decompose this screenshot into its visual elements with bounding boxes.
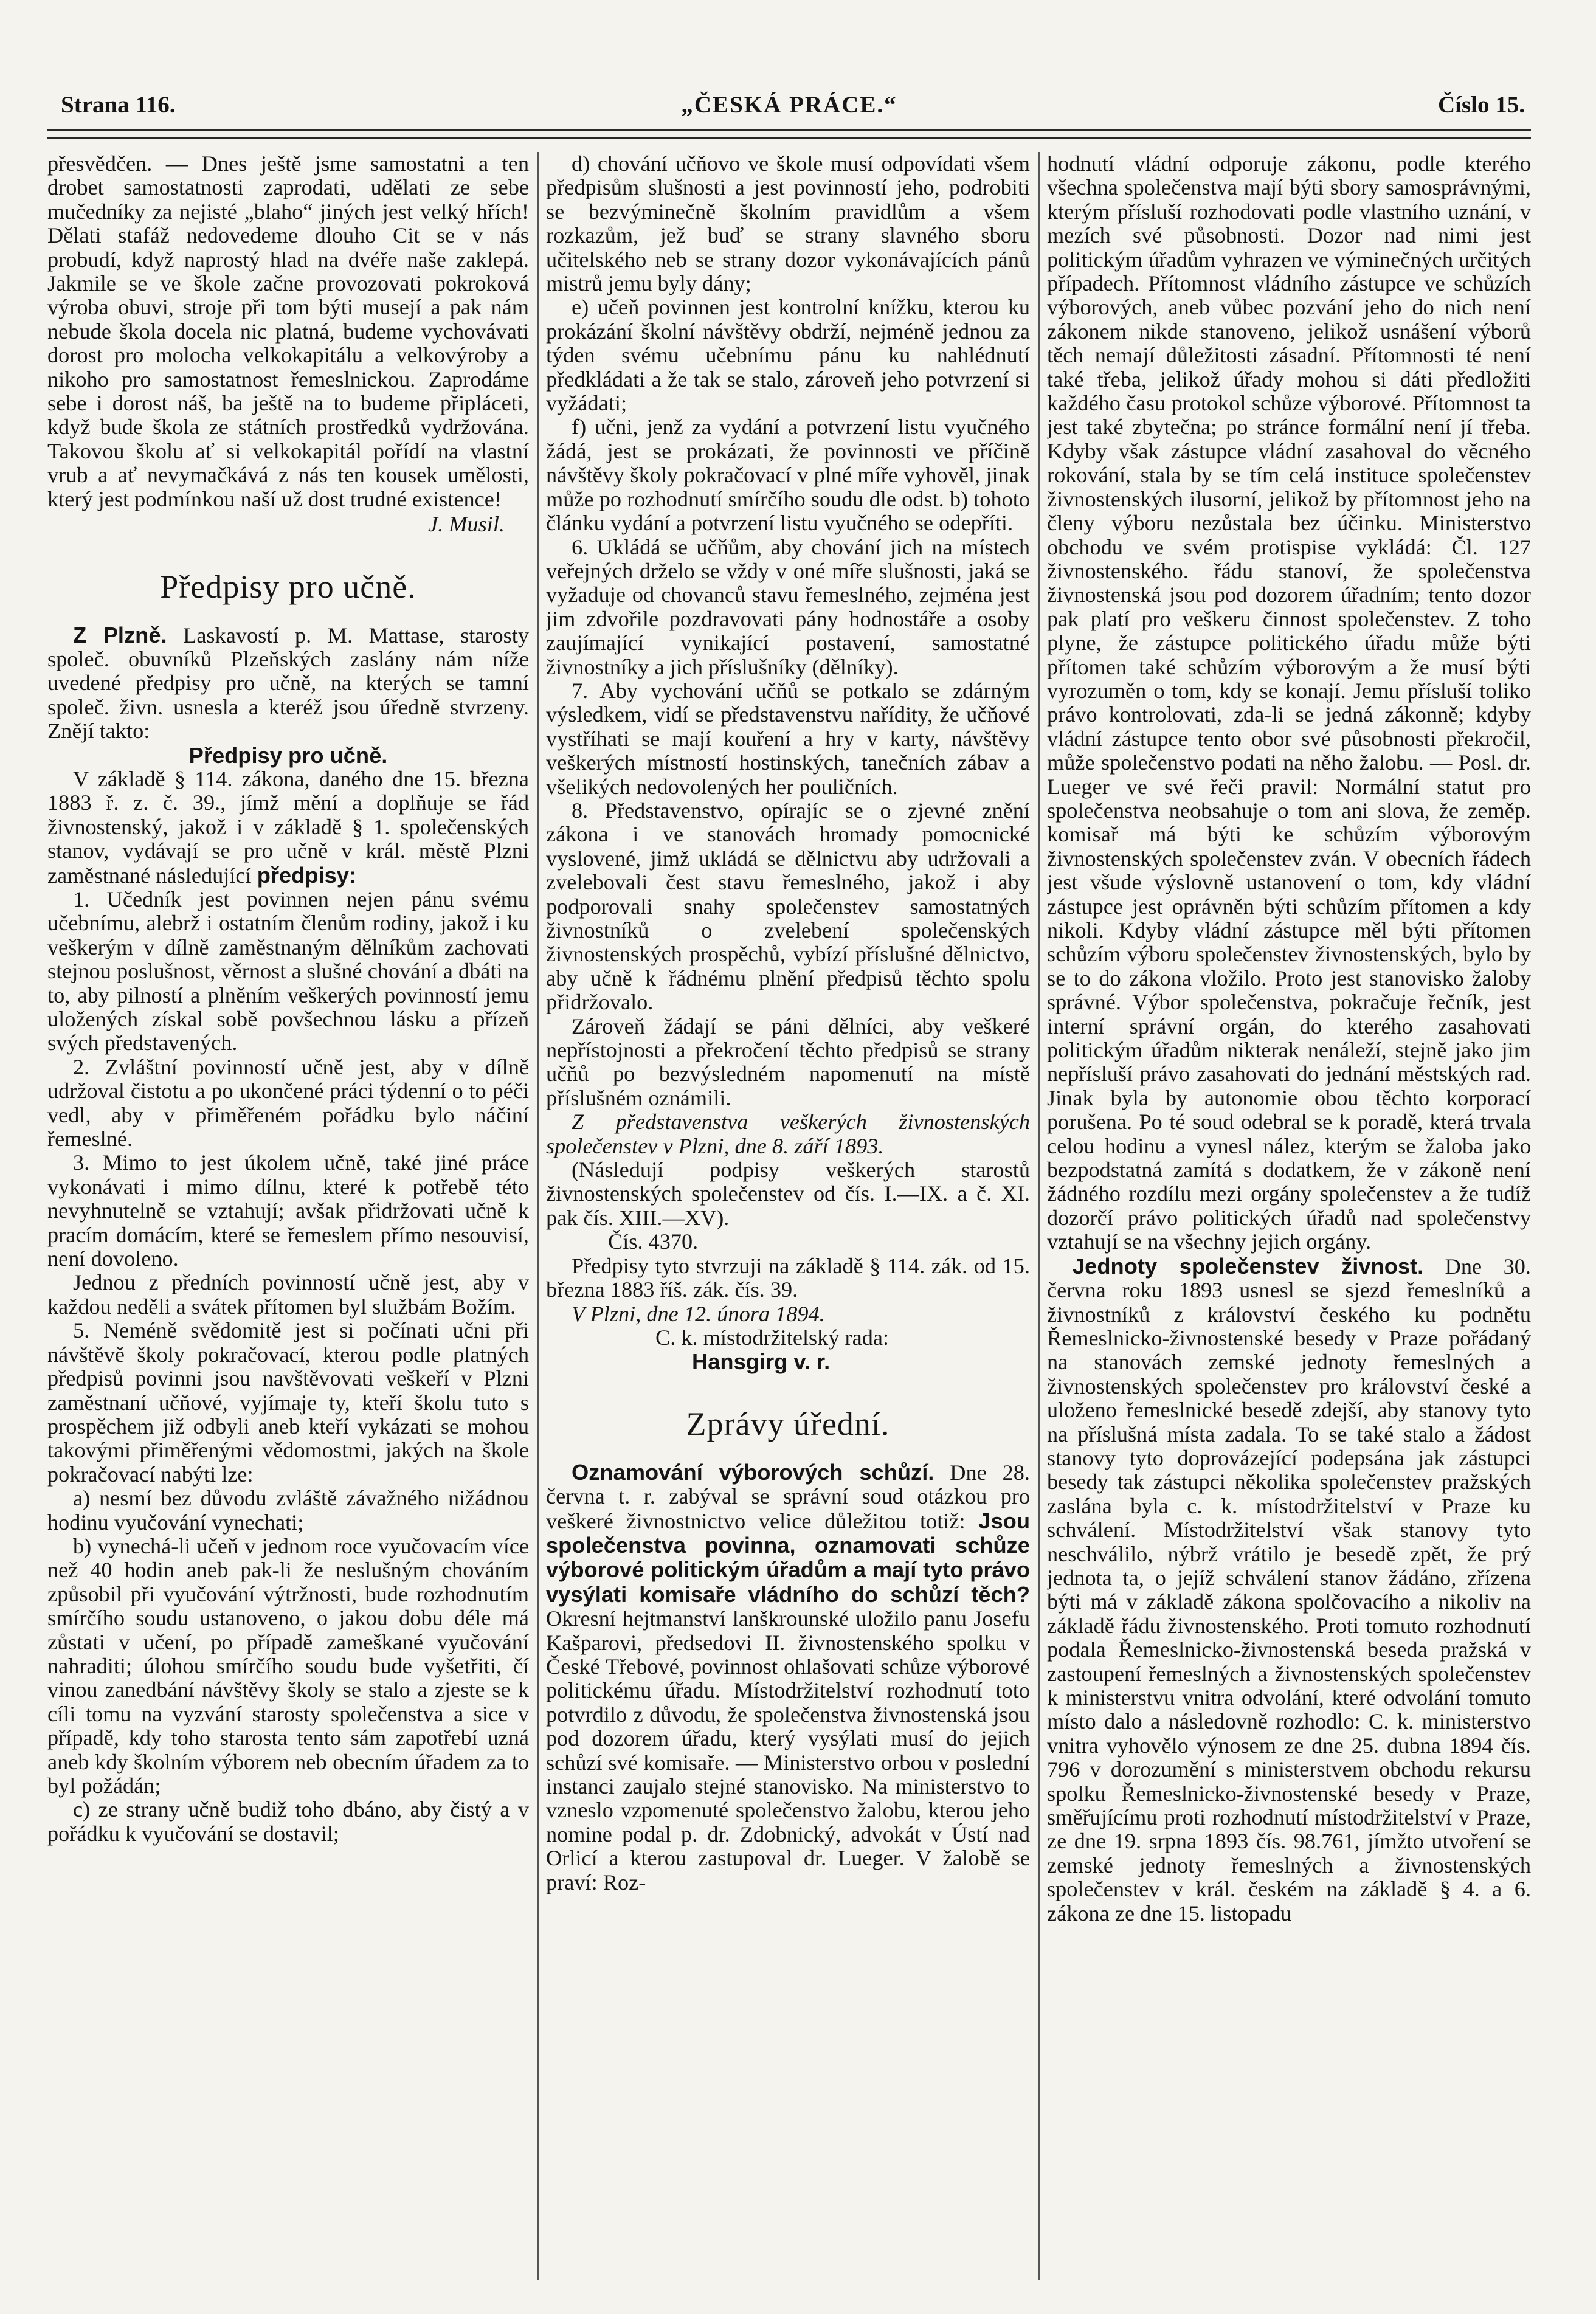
rule-paragraph: Jednou z předních povinností učně jest, aby v každou neděli a svátek přítomen byl službám Božím. xyxy=(47,1270,529,1319)
document-number: Čís. 4370. xyxy=(608,1229,699,1254)
page-number: Strana 116. xyxy=(61,92,176,118)
issue-number: Číslo 15. xyxy=(1437,92,1525,118)
paragraph-text: Dne 28. června t. r. zabýval se správní soud otázkou pro veškeré živnostnictvo velice důležitou totiž: xyxy=(546,1460,1030,1533)
rule-subparagraph: e) učeň povinnen jest kontrolní knížku, kterou ku prokázání školní návštěvy obdrží, nejméně jednou za týden svému učebnímu pánu ku nahlédnutí předkládati a že tak se stalo, zároveň jeho potvrzení si vyžádati; xyxy=(546,295,1030,416)
header-rule xyxy=(47,129,1531,131)
rule-subparagraph: b) vynechá-li učeň v jednom roce vyučovacím více než 40 hodin aneb pak-li že neslušným chováním způsobil při vyučování výtržnosti, bude rozhodnutím smírčího soudu ustanoveno, o jakou dobu déle má zůstati v učení, po případě zameškané vyučování nahraditi; úlohou smírčího soudu bude vyšetřiti, čí vinou zanedbání návštěvy školy se stalo a zjeste se k cíli tomu na vyzvání starosty společenstva a sice v případě, kdy toho starosta tento sám zapotřebí uzná aneb kdy školním výborem neb obecním úřadem za to byl požádán; xyxy=(47,1533,529,1798)
intro-paragraph: přesvědčen. — Dnes ještě jsme samostatni a ten drobet samostatnosti zaprodati, udělati ze sebe mučedníky za nejisté „blaho“ jiných jest velký hřích! Dělati stafáž nedovedeme dlouho Cit se v nás probudí, když naprostý hlad na dvéře naše zaklepá. Jakmile se ve škole začne provozovati pokroková výroba obuvi, stroje při tom býti musejí a pak nám nebude škola docela nic platná, budeme vychovávati dorost pro molocha velkokapitálu a velkovýroby a nikoho pro samostatnost řemeslnickou. Zaprodáme sebe i dorost náš, ba ještě na to budeme připláceti, když bude škola ze státních prostředků vydržována. Takovou školu ať si velkokapitál pořídí na vlastní vrub a ať nevymačkává z nás ten kousek umělosti, který jest podmínkou naší už dost trudné existence! xyxy=(47,152,529,511)
rule-subparagraph: f) učni, jenž za vydání a potvrzení listu vyučného žádá, jest se prokázati, že povinnosti ve příčině návštěvy školy pokračovací v plné míře vyhověl, jinak může po rozhodnutí smírčího soudu dle odst. b) tohoto článku vydání a potvrzení listu vyučného se odepříti. xyxy=(546,415,1030,536)
rule-paragraph: Zároveň žádají se páni dělníci, aby veškeré nepřístojnosti a překročení těchto předpisů se strany učňů po bezvýsledném napomenutí na místě příslušném oznámili. xyxy=(546,1014,1030,1110)
paragraph-text: Okresní hejtmanství lanškrounské uložilo panu Josefu Kašparovi, předsedovi II. živnostenského spolku v České Třebové, povinnost ohlašovati schůze výborové politickému úřadu. Místodržitelství rozhodnutí toto potvrdilo z důvodu, že společenstva živnostenská jsou pod dozorem úřadu, který vysýlati musí do jejich schůzí své komisaře. — Ministerstvo orbou v poslední instanci zaujalo stejné stanovisko. Na ministerstvo to vzneslo vzpomenuté společenstvo žalobu, kterou jeho nomine podal p. dr. Zdobnický, advokát v Ústí nad Orlicí a kterou zastupoval dr. Lueger. V žalobě se praví: Roz- xyxy=(546,1606,1030,1894)
rule-paragraph: 6. Ukládá se učňům, aby chování jich na místech veřejných drželo se vždy v oné míře slušnosti, jaká se vyžaduje od chovanců stavu řemeslného, zejména jest jim zdvořile pozdravovati pány hodnostáře a osoby zaujímající vynikající postavení, samostatné živnostníky a jich příslušníky (dělníky). xyxy=(546,534,1030,679)
column-1 xyxy=(47,152,529,2292)
column-3 xyxy=(1047,152,1531,2292)
confirmation-title: C. k. místodržitelský rada: xyxy=(655,1325,890,1350)
rule-paragraph: 3. Mimo to jest úkolem učně, také jiné práce vykonávati i mimo dílnu, které k potřebě této nevyhnutelně se vztahují; avšak přidržovati učně k pracím domácím, které se řemeslem přímo nesouvisí, není dovoleno. xyxy=(47,1150,529,1271)
paragraph-lead: Z Plzně. xyxy=(73,622,167,648)
paragraph-text: V základě § 114. zákona, daného dne 15. března 1883 ř. z. č. 39., jímž mění a doplňuje se řád živnostenský, jakož i v základě § 1. společenských stanov, vydávají se pro učně v král. městě Plzni zaměstnané následující xyxy=(47,766,529,888)
signature-line: Z představenstva veškerých živnostenských společenstev v Plzni, dne 8. září 1893. xyxy=(546,1110,1030,1158)
paragraph-bold: předpisy: xyxy=(257,862,357,888)
column-divider xyxy=(1038,152,1040,2280)
signature-note: (Následují podpisy veškerých starostů živnostenských společenstev od čís. I.—IX. a č. XI. pak čís. XIII.—XV). xyxy=(546,1158,1030,1230)
rule-paragraph: 2. Zvláštní povinností učně jest, aby v dílně udržoval čistotu a po ukončené práci týdenní o to péči vedl, aby v přiměřeném pořádku bylo náčiní řemeslné. xyxy=(47,1054,529,1152)
article-author: J. Musil. xyxy=(427,512,505,537)
rule-paragraph: 5. Neméně svědomitě jest si počínati učni při návštěvě školy pokračovací, kterou podle platných předpisů povinni jsou navštěvovati veškeří v Plzni zaměstnaní učňové, vyjímaje ty, kteří školu tuto s prospěchem již odbyli aneb kteří vykázati se mohou takovými přiměřenými vědomostmi, jakých na škole pokračovací nabýti lze: xyxy=(47,1318,529,1487)
article-paragraph: hodnutí vládní odporuje zákonu, podle kterého všechna společenstva mají býti sbory samosprávnými, kterým přísluší rozhodovati podle vlastního uznání, v mezích své působnosti. Dozor nad nimi jest politickým úřadům vyhrazen ve výminečných určitých případech. Přítomnost vládního zástupce ve schůzích výborových, aneb vůbec pozvání jeho do nich není zákonem nikde stanoveno, jelikož usnášení výborů těch nemají důležitosti zásadní. Přítomnosti té není také třeba, jelikož úřady mohou si dáti předložiti každého času protokol schůze výborové. Přítomnost ta jest také zbytečna; po stránce formální není jí třeba. Kdyby však zástupce vládní zasahoval do věcného rokování, stala by se tím celá instituce společenstev živnostenských ilusorní, jelikož by přítomnost jeho na členy výboru nezůstala bez účinku. Ministerstvo obchodu ve svém protispise vykládá: Čl. 127 živnostenského. řádu stanoví, že společenstva živnostenská jsou pod dozorem úřadním; tento dozor pak platí pro veškeru činnost společenstev. Z toho plyne, že zástupce politického úřadu může býti přítomen také schůzím výborovým a že musí býti vyrozuměn o tom, kdy se konají. Jemu přísluší toliko právo kontrolovati, zda-li se jedná zákonně; kdyby vládní zástupce tento obor své působnosti překročil, může společenstvo podati na něho žalobu. — Posl. dr. Lueger ve své řeči pravil: Normální statut pro společenstva neobsahuje o tom ani slova, že zeměp. komisař má býti ke schůzím výborovým živnostenských společenstev zván. V obecních řádech jest všude výslovně ustanovení o tom, kdy vládní zástupce jest oprávněn býti schůzím přítomen a kdy nikoli. Kdyby vládní zástupce měl býti přítomen schůzím výboru společenstev živnostenských, bylo by se to do zákona vložilo. Proto jest stanovisko žaloby správné. Výbor společenstva, pokračuje řečník, jest interní správní orgán, do kterého zasahovati politickým úřadům nikterak nenáleží, stejně jako jim nepřísluší právo zasahovati do jednání městských rad. Jinak byla by autonomie obou těchto korporací porušena. Po té soud odebral se k poradě, která trvala celou hodinu a vynesl nález, kterým se žaloba jako bezpodstatná zamítá s dodatkem, že v zákoně není žádného rozdílu mezi orgány společenstev a že tudíž dozorčí právo politických úřadů nad společenstvy vztahují se na všechny jejich orgány. xyxy=(1047,152,1531,1254)
column-divider xyxy=(537,152,539,2280)
column-2 xyxy=(546,152,1030,2292)
section-heading: Zprávy úřední. xyxy=(686,1405,890,1442)
rule-subparagraph: a) nesmí bez důvodu zvláště závažného nižádnou hodinu vyučování vynechati; xyxy=(47,1486,529,1535)
confirmation-signature: Hansgirg v. r. xyxy=(692,1349,831,1375)
article-paragraph xyxy=(47,767,529,888)
rule-paragraph: 7. Aby vychování učňů se potkalo se zdárným výsledkem, vidí se představenstvu nařídity, že učňové vystříhati se mají kouření a hry v karty, návštěvy veškerých místností hostinských, tanečních zábav a všelikých nedovolených her pouličních. xyxy=(546,678,1030,799)
paragraph-bold: Jsou společenstva povinna, oznamovati schůze výborové politickým úřadům a mají tyto právo vysýlati komisaře vládního do schůzí těch? xyxy=(546,1508,1030,1607)
article-paragraph xyxy=(546,1460,1030,1894)
paragraph-text: Laskavostí p. M. Mattase, starosty společ. obuvníků Plzeňských zaslány nám níže uvedené předpisy pro učně, na kterých se tamní společ. živn. usnesla a kteréž jsou úředně stvrzeny. Znějí takto: xyxy=(47,623,529,744)
paragraph-text: Dne 30. června roku 1893 usnesl se sjezd řemeslníků a živnostníků z království českého ku podnětu Řemeslnicko-živnostenské besedy v Praze pořádaný na stanovách zemské jednoty řemeslných a živnostenských společenstev pro království české a uloženo řemeslnické besedě zdejší, aby stanovy tyto na příslušná místa zadala. To se také stalo a žádost stanovy tyto doprovázející podepsána jak zástupci besedy tak zástupci několika společenstev pražských zaslána byla c. k. místodržitelství v Praze ku schválení. Místodržitelství však stanovy tyto neschválilo, nýbrž vrátilo je besedě zpět, že prý jednota ta, o jejíž schválení stanov žádáno, zřízena býti má v základě zákona spolčovacího a nikoliv na základě řádu živnostenského. Proti tomuto rozhodnutí podala Řemeslnicko-živnostenská beseda pražská v zastoupení řemeslných a živnostenských společenstev k ministerstvu vnitra odvolání, které odvolání tomuto místo dalo a následovně rozhodlo: C. k. ministerstvo vnitra vyhovělo výnosem ze dne 25. dubna 1894 čís. 796 v dorozumění s ministerstvem obchodu rekursu spolku Řemeslnicko-živnostenské besedy v Praze, směřujícímu proti rozhodnutí místodržitelství v Praze, ze dne 19. srpna 1893 čís. 98.761, jímžto utvoření se zemské jednoty řemeslných a živnostenských společenstev v král. českém na základě § 4. a 6. zákona ze dne 15. listopadu xyxy=(1047,1254,1531,1925)
subheading: Předpisy pro učně. xyxy=(188,742,388,768)
rule-subparagraph: c) ze strany učně budiž toho dbáno, aby čistý a v pořádku k vyučování se dostavil; xyxy=(47,1797,529,1846)
journal-title: „ČESKÁ PRÁCE.“ xyxy=(681,92,897,118)
header-rule-thin xyxy=(47,137,1531,139)
rule-subparagraph: d) chování učňovo ve škole musí odpovídati všem předpisům slušnosti a jest povinností jeho, podrobiti se bezvýminečně školním pravidlům a všem rozkazům, jež buď se strany slavného sboru učitelského neb se strany dozor vykonávajících pánů mistrů jemu byly dány; xyxy=(546,152,1030,296)
confirmation-date: V Plzni, dne 12. února 1894. xyxy=(572,1301,825,1326)
rule-paragraph: 1. Učedník jest povinnen nejen pánu svému učebnímu, alebrž i ostatním členům rodiny, jakož i ku veškerým v dílně zaměstnaným dělníkům zachovati stejnou poslušnost, věrnost a slušné chování a dbáti na to, aby pilností a plněním veškerých povinností jemu uložených získal sobě povšechnou lásku a přízeň svých představených. xyxy=(47,886,529,1055)
rule-paragraph: 8. Představenstvo, opírajíc se o zjevné znění zákona i ve stanovách hromady pomocnické vyslovené, jimž ukládá se dělnictvu aby udržovali a zvelebovali čest stavu řemeslného, jakož i aby podporovali snahy společenstev samostatných živnostníků o zvelebení společenských živnostenských prospěchů, vybízí příslušné dělnictvo, aby učně k řádnému plnění předpisů těchto spolu přidržovalo. xyxy=(546,798,1030,1015)
confirmation-text: Předpisy tyto stvrzuji na základě § 114. zák. od 15. března 1883 říš. zák. čís. 39. xyxy=(546,1253,1030,1302)
article-paragraph xyxy=(47,623,529,744)
article-paragraph xyxy=(1047,1254,1531,1925)
paragraph-lead: Jednoty společenstev živnost. xyxy=(1073,1253,1424,1279)
paragraph-lead: Oznamování výborových schůzí. xyxy=(572,1459,934,1485)
page-header xyxy=(47,91,1531,134)
section-heading: Předpisy pro učně. xyxy=(160,568,416,605)
